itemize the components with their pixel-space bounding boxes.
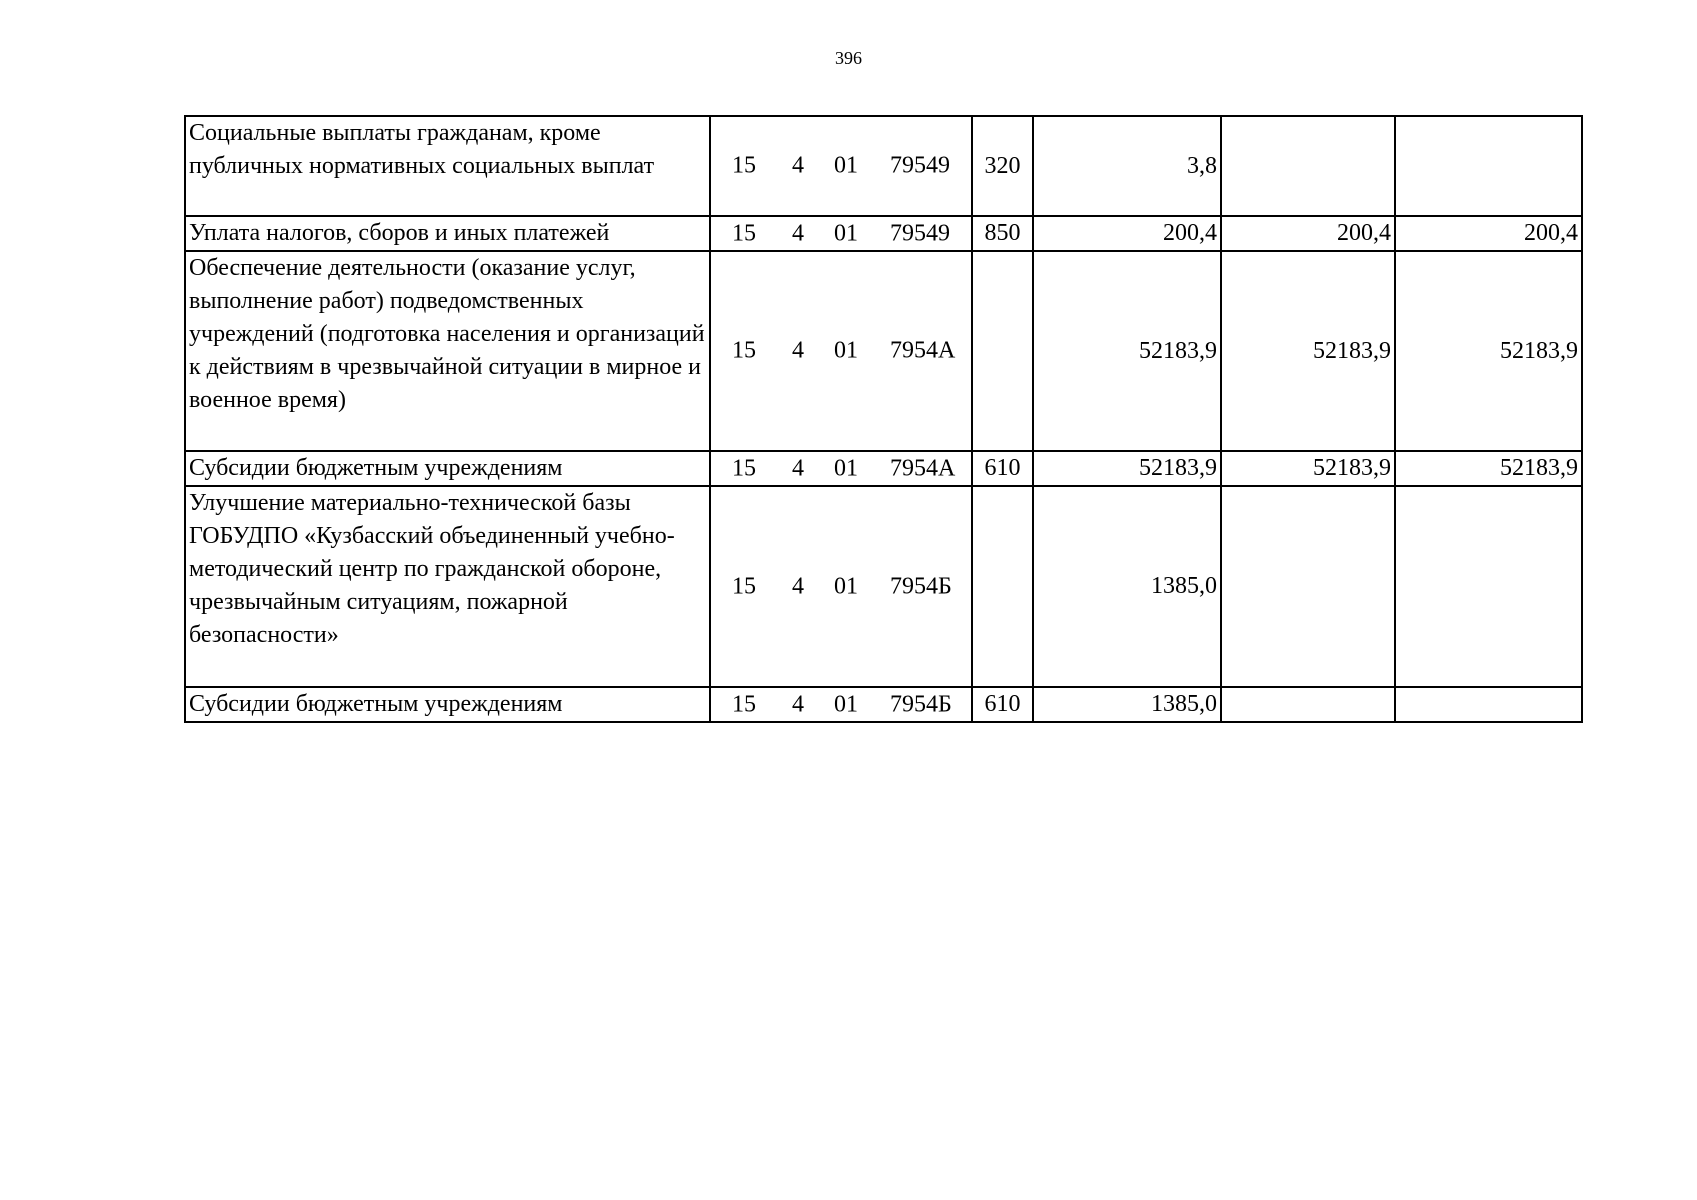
value-year1-cell: 1385,0	[1033, 687, 1221, 722]
table-row	[185, 116, 1582, 216]
value-year2-cell: 200,4	[1221, 216, 1395, 251]
value-year3-cell: 52183,9	[1395, 251, 1582, 451]
value-year3-cell	[1395, 687, 1582, 722]
expense-type-cell	[972, 251, 1033, 451]
expense-type-cell	[972, 486, 1033, 687]
table-row	[185, 216, 1582, 251]
value-year2-cell	[1221, 687, 1395, 722]
table-row	[185, 451, 1582, 486]
table-row	[185, 687, 1582, 722]
code-direction: 7954Б	[890, 691, 952, 717]
expense-type-cell: 320	[972, 116, 1033, 216]
table-row	[185, 251, 1582, 451]
code-section: 15	[732, 152, 756, 179]
code-subprogram: 01	[834, 573, 858, 599]
value-year1-cell: 3,8	[1033, 116, 1221, 216]
code-section: 15	[732, 220, 756, 246]
code-direction: 79549	[890, 220, 950, 246]
code-program: 4	[792, 455, 804, 481]
expense-type-cell: 610	[972, 687, 1033, 722]
table-row	[185, 486, 1582, 687]
code-subprogram: 01	[834, 455, 858, 481]
row-codes	[710, 451, 972, 486]
expense-type-cell: 850	[972, 216, 1033, 251]
code-subprogram: 01	[834, 337, 858, 364]
row-name: Обеспечение деятельности (оказание услуг, выполнение работ) подведомственных учреждений (подготовка населения и организаций к действиям в чрезвычайной ситуации в мирное и военное время)	[185, 251, 710, 451]
value-year1-cell: 1385,0	[1033, 486, 1221, 687]
row-codes	[710, 116, 972, 216]
page-number: 396	[835, 48, 862, 68]
value-year2-cell	[1221, 486, 1395, 687]
row-name: Уплата налогов, сборов и иных платежей	[185, 216, 710, 251]
code-program: 4	[792, 220, 804, 246]
row-name: Социальные выплаты гражданам, кроме публичных нормативных социальных выплат	[185, 116, 710, 216]
value-year3-cell: 52183,9	[1395, 451, 1582, 486]
value-year2-cell: 52183,9	[1221, 251, 1395, 451]
row-codes	[710, 486, 972, 687]
value-year3-cell	[1395, 486, 1582, 687]
value-year1-cell: 52183,9	[1033, 451, 1221, 486]
code-section: 15	[732, 573, 756, 599]
row-codes	[710, 216, 972, 251]
code-program: 4	[792, 691, 804, 717]
code-section: 15	[732, 691, 756, 717]
code-program: 4	[792, 152, 804, 179]
value-year2-cell: 52183,9	[1221, 451, 1395, 486]
value-year1-cell: 52183,9	[1033, 251, 1221, 451]
value-year3-cell: 200,4	[1395, 216, 1582, 251]
value-year3-cell	[1395, 116, 1582, 216]
code-direction: 7954Б	[890, 573, 952, 599]
value-year1-cell: 200,4	[1033, 216, 1221, 251]
value-year2-cell	[1221, 116, 1395, 216]
row-name: Субсидии бюджетным учреждениям	[185, 451, 710, 486]
code-subprogram: 01	[834, 691, 858, 717]
code-subprogram: 01	[834, 220, 858, 246]
row-codes	[710, 251, 972, 451]
row-codes	[710, 687, 972, 722]
code-subprogram: 01	[834, 152, 858, 179]
code-program: 4	[792, 337, 804, 364]
code-section: 15	[732, 455, 756, 481]
code-direction: 7954А	[890, 455, 956, 481]
code-program: 4	[792, 573, 804, 599]
row-name: Субсидии бюджетным учреждениям	[185, 687, 710, 722]
code-section: 15	[732, 337, 756, 364]
expense-type-cell: 610	[972, 451, 1033, 486]
budget-table	[184, 115, 1583, 723]
code-direction: 79549	[890, 152, 950, 179]
row-name: Улучшение материально-технической базы ГОБУДПО «Кузбасский объединенный учебно-методический центр по гражданской обороне, чрезвычайным ситуациям, пожарной безопасности»	[185, 486, 710, 687]
code-direction: 7954А	[890, 337, 956, 364]
